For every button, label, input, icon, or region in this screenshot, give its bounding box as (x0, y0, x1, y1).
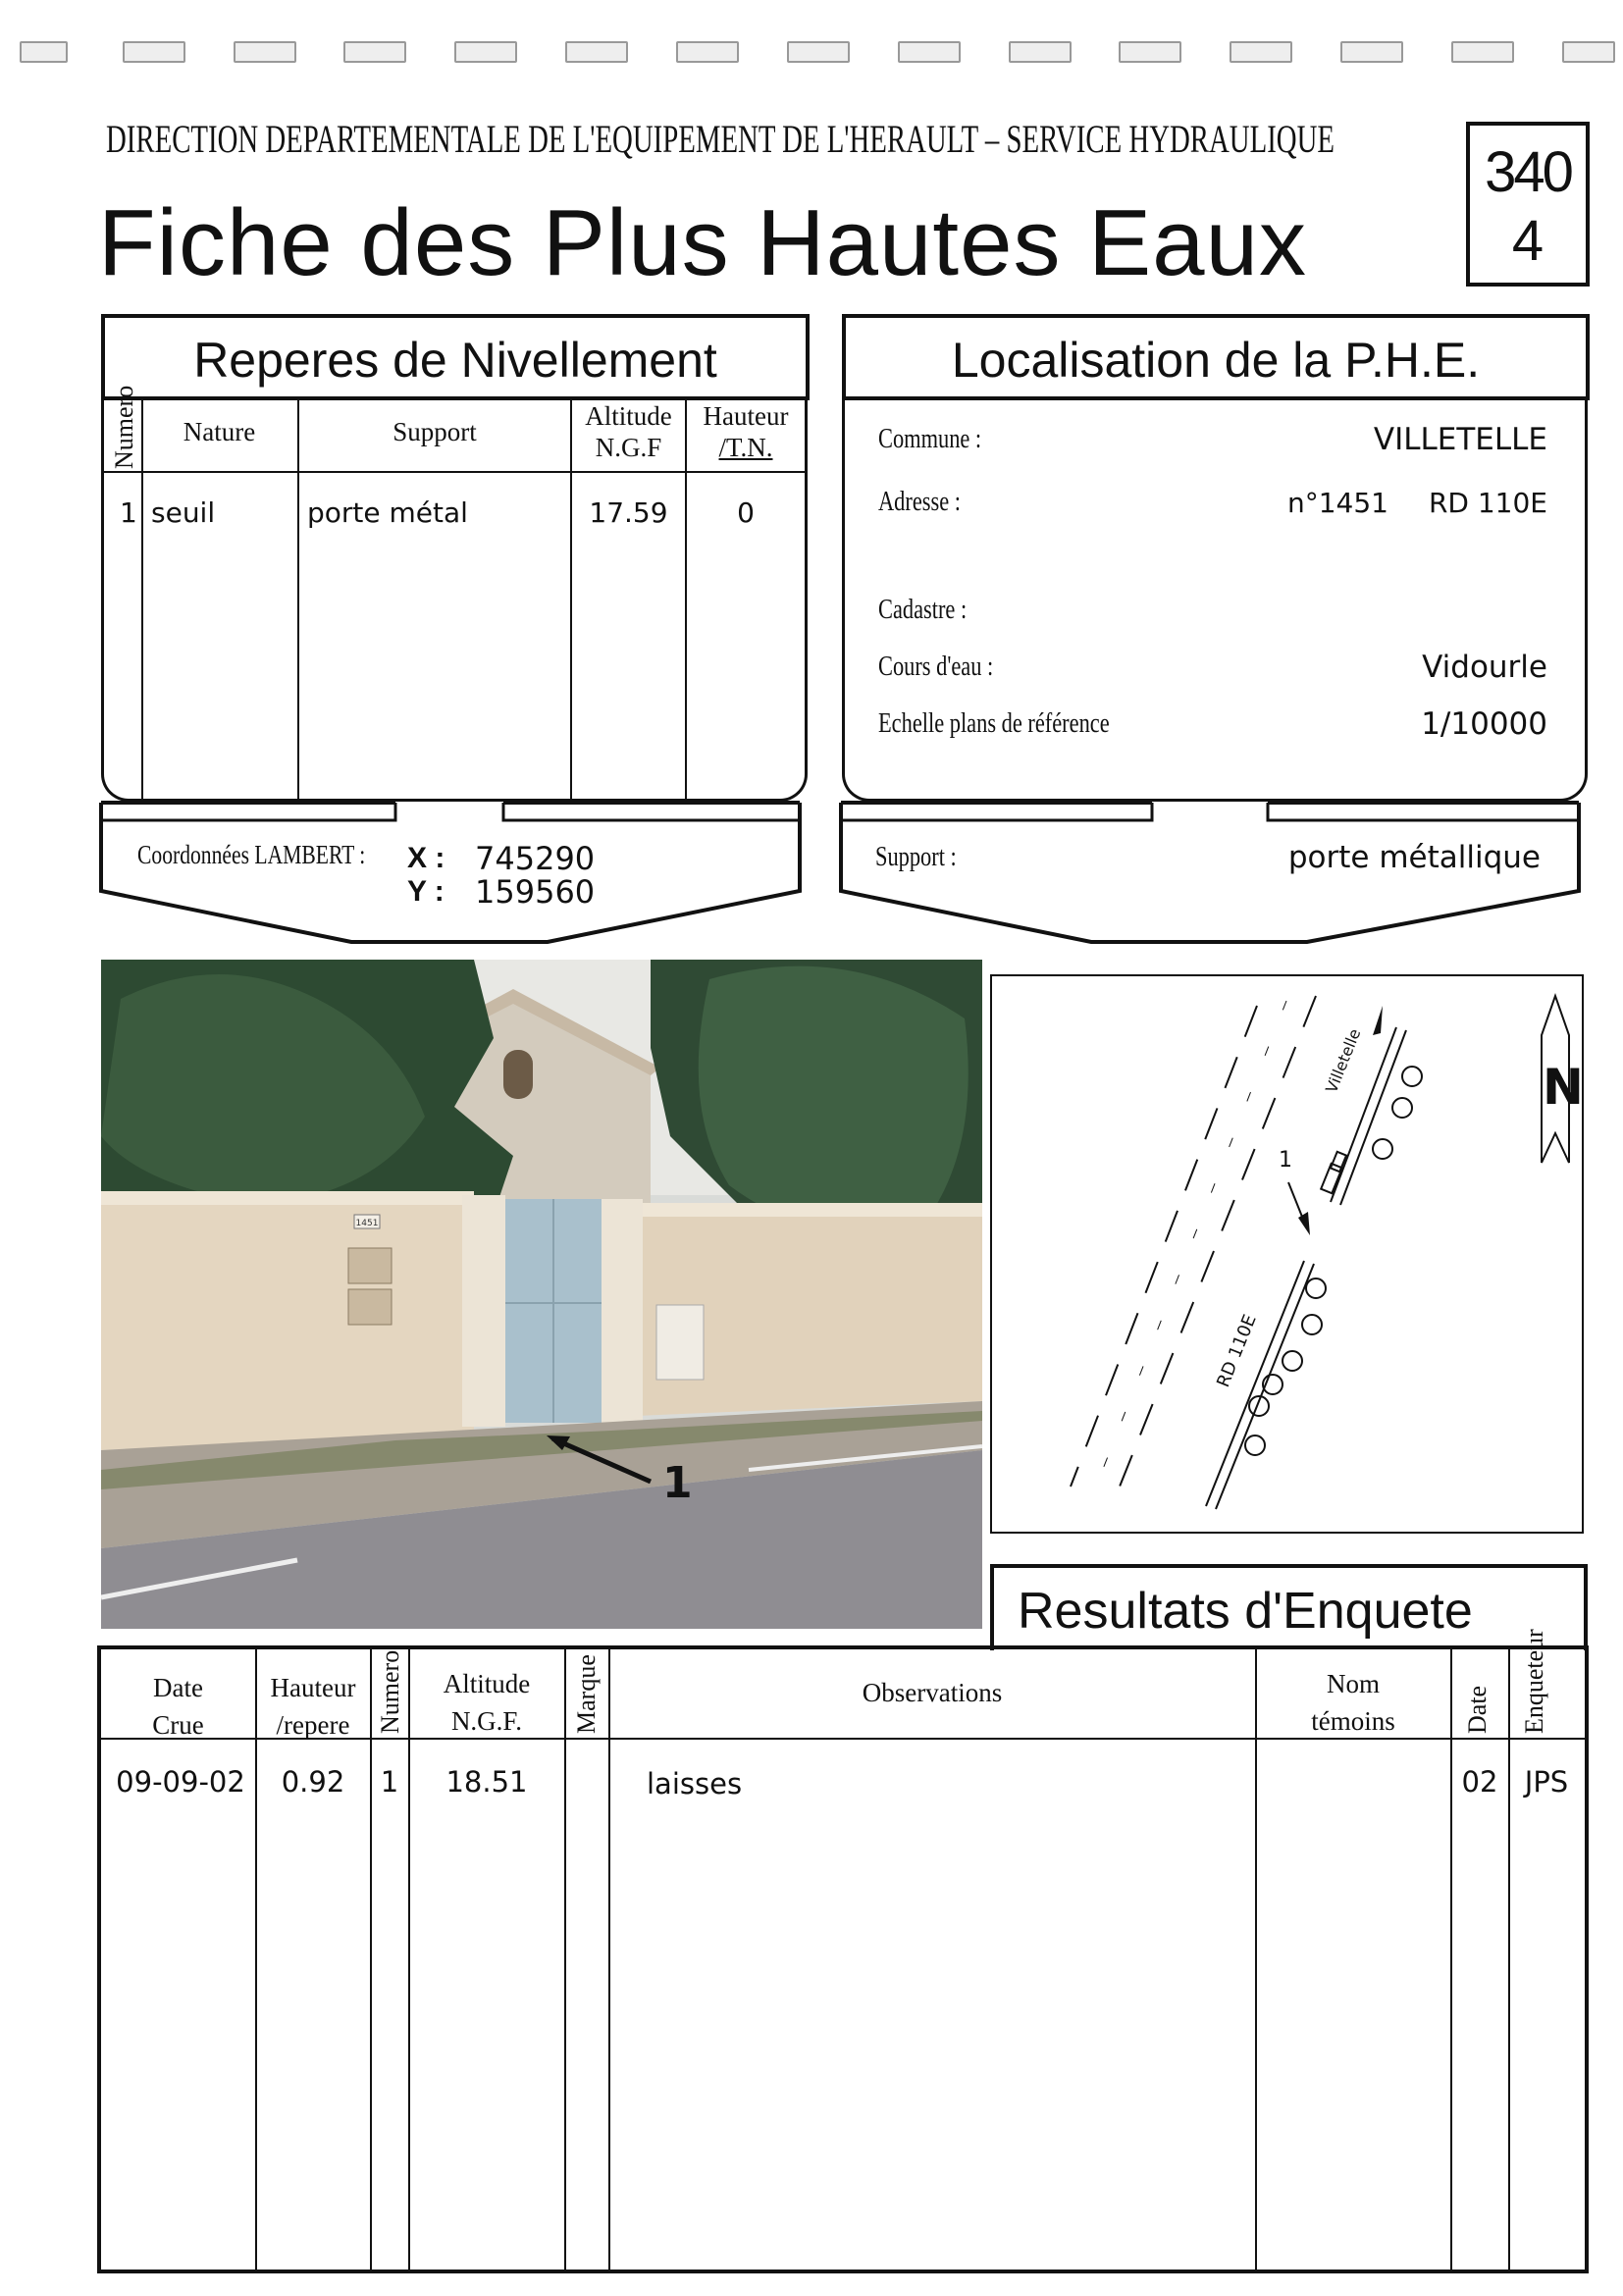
resultats-col-hauteur-1: Hauteur (270, 1673, 356, 1702)
support-label: Support : (875, 842, 957, 872)
map-road-label: RD 110E (1213, 1311, 1261, 1390)
coord-x-label: X : (407, 842, 445, 874)
resultats-col-altitude-2: N.G.F. (450, 1706, 523, 1736)
location-map (990, 974, 1584, 1534)
page-title: Fiche des Plus Hautes Eaux (98, 190, 1307, 295)
localisation-title: Localisation de la P.H.E. (951, 333, 1481, 388)
coord-x-value: 745290 (475, 840, 596, 877)
commune-value: VILLETELLE (1373, 422, 1547, 457)
reperes-title: Reperes de Nivellement (193, 333, 717, 388)
photo-marker: 1 (662, 1458, 693, 1508)
resultats-date: 09-09-02 (116, 1765, 245, 1799)
resultats-col-date: Date (1463, 1685, 1492, 1734)
adresse-number: n°1451 (1286, 487, 1388, 519)
reperes-col-numero: Numero (110, 385, 138, 469)
coordonnees-frame (96, 795, 809, 952)
resultats-observations: laisses (647, 1767, 743, 1800)
sheet-sub-number: 4 (1511, 209, 1544, 273)
resultats-col-altitude (410, 1665, 563, 1740)
resultats-col-observations: Observations (862, 1678, 1003, 1707)
reperes-hauteur: 0 (737, 496, 755, 529)
resultats-col-nom-1: Nom (1327, 1669, 1380, 1698)
resultats-altitude: 18.51 (445, 1765, 528, 1799)
reperes-col-altitude-2: N.G.F (595, 433, 662, 462)
resultats-col-enqueteur: Enqueteur (1520, 1629, 1548, 1734)
cours-eau-label: Cours d'eau : (878, 652, 994, 682)
reperes-col-hauteur (688, 400, 804, 463)
echelle-value: 1/10000 (1421, 706, 1547, 742)
resultats-enqueteur: JPS (1524, 1765, 1569, 1799)
reperes-support: porte métal (307, 496, 468, 529)
sheet-number-box (1466, 122, 1590, 287)
resultats-col-marque: Marque (572, 1654, 601, 1734)
resultats-numero: 1 (380, 1765, 399, 1799)
cours-eau-value: Vidourle (1422, 650, 1547, 685)
adresse-road: RD 110E (1428, 487, 1547, 519)
resultats-col-hauteur (257, 1669, 369, 1744)
resultats-hauteur: 0.92 (281, 1765, 345, 1799)
map-marker: 1 (1279, 1148, 1292, 1173)
resultats-col-date-crue (101, 1669, 255, 1744)
north-icon: N (1543, 1059, 1582, 1116)
resultats-title-box (990, 1564, 1588, 1650)
reperes-col-altitude-1: Altitude (585, 401, 672, 431)
adresse-label: Adresse : (878, 487, 961, 517)
commune-label: Commune : (878, 424, 982, 454)
reperes-col-support: Support (393, 417, 477, 446)
reperes-col-nature: Nature (183, 417, 256, 446)
reperes-nature: seuil (151, 496, 216, 529)
reperes-table (101, 385, 808, 802)
resultats-col-nom-temoins (1257, 1665, 1449, 1740)
reperes-col-altitude (573, 400, 684, 463)
support-value: porte métallique (1287, 840, 1541, 875)
resultats-col-numero: Numero (376, 1649, 404, 1734)
reperes-title-box (101, 314, 810, 400)
cadastre-label: Cadastre : (878, 595, 968, 625)
localisation-panel (842, 396, 1588, 802)
resultats-col-nom-2: témoins (1311, 1706, 1395, 1736)
coordonnees-label: Coordonnées LAMBERT : (137, 840, 366, 869)
localisation-title-box (842, 314, 1590, 400)
site-photo (101, 960, 982, 1629)
photo-house-number: 1451 (355, 1219, 379, 1228)
reperes-col-hauteur-1: Hauteur (703, 401, 789, 431)
department-heading: DIRECTION DEPARTEMENTALE DE L'EQUIPEMENT DE L'HERAULT – SERVICE HYDRAULIQUE (106, 117, 1335, 161)
echelle-label: Echelle plans de référence (878, 708, 1110, 739)
coord-y-label: Y : (407, 875, 445, 908)
resultats-table (97, 1629, 1589, 2273)
resultats-col-hauteur-2: /repere (276, 1710, 350, 1740)
reperes-altitude: 17.59 (589, 496, 668, 529)
reperes-col-hauteur-2: /T.N. (718, 433, 773, 462)
resultats-col-date-crue-2: Crue (152, 1710, 204, 1740)
resultats-col-date-crue-1: Date (153, 1673, 203, 1702)
resultats-date-enquete: 02 (1461, 1765, 1498, 1799)
coord-y-value: 159560 (475, 873, 596, 911)
resultats-title: Resultats d'Enquete (1018, 1583, 1473, 1640)
resultats-col-altitude-1: Altitude (443, 1669, 531, 1698)
reperes-numero: 1 (120, 496, 137, 529)
map-road-top: Villetelle (1322, 1025, 1365, 1096)
sheet-number: 340 (1485, 140, 1571, 204)
